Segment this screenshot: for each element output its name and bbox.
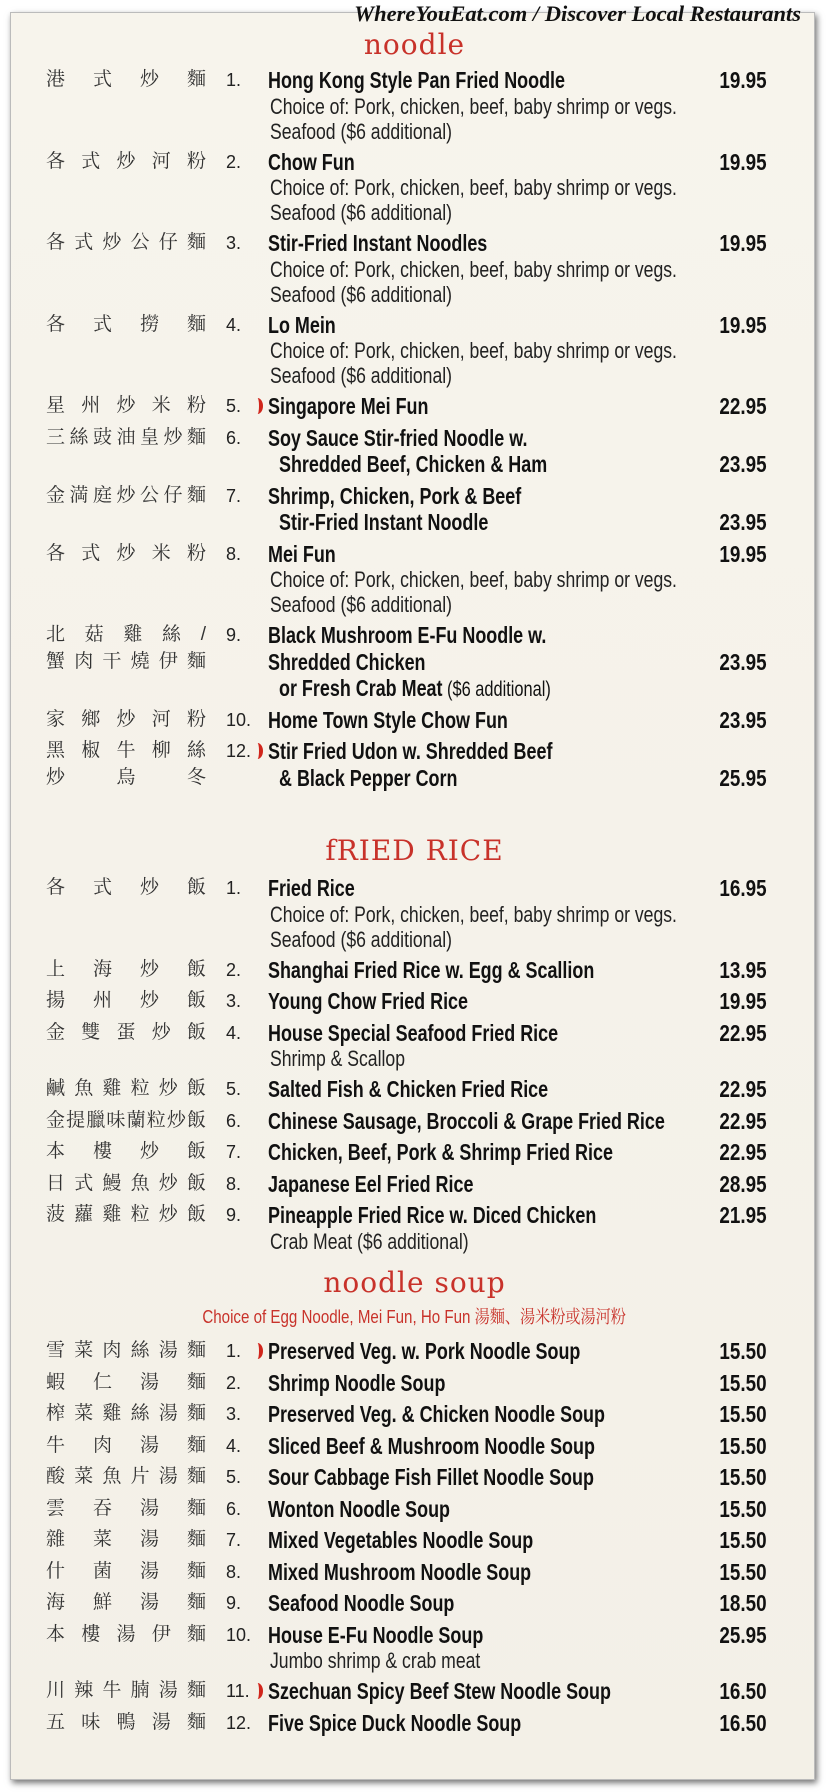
item-description xyxy=(0,1229,829,1254)
item-number: 1. xyxy=(226,878,242,898)
item-name xyxy=(268,1433,595,1460)
item-price: 16.50 xyxy=(719,1678,767,1704)
item-number: 1. xyxy=(226,70,242,90)
item-name-text: Salted Fish & Chicken Fried Rice xyxy=(268,1076,549,1102)
menu-item xyxy=(0,1197,829,1254)
item-description-text: Seafood ($6 additional) xyxy=(270,592,452,617)
item-number: 7. xyxy=(226,1142,242,1162)
menu-item xyxy=(0,870,829,952)
item-name xyxy=(268,957,594,984)
item-number: 9. xyxy=(226,1205,242,1225)
item-name xyxy=(268,1401,605,1428)
item-description xyxy=(0,363,829,388)
item-name-text: Shrimp Noodle Soup xyxy=(268,1369,446,1396)
item-name-text: Soy Sauce Stir-fried Noodle w. xyxy=(268,424,528,451)
chinese-name: 本樓湯伊麵 xyxy=(46,1623,206,1645)
menu-item-line xyxy=(0,1678,829,1705)
item-name-text: Chicken, Beef, Pork & Shrimp Fried Rice xyxy=(268,1139,613,1165)
chinese-name: 金満庭炒公仔麵 xyxy=(46,484,206,506)
menu-item-line xyxy=(0,1202,829,1229)
chinese-name: 蟹肉干燒伊麵 xyxy=(46,650,206,672)
item-name xyxy=(268,1202,596,1229)
chinese-name: 海鮮湯麵 xyxy=(46,1592,206,1613)
menu-item xyxy=(0,536,829,618)
menu-item-line xyxy=(0,988,829,1015)
item-price: 19.95 xyxy=(719,540,767,567)
item-description-text: Seafood ($6 additional) xyxy=(270,926,452,952)
chinese-name: 三絲豉油皇炒麵 xyxy=(46,426,206,448)
item-name-text: Chow Fun xyxy=(268,148,355,175)
item-name xyxy=(268,1020,558,1047)
menu-item-line xyxy=(0,1559,829,1586)
menu-item xyxy=(0,1585,829,1617)
item-description-text: Choice of: Pork, chicken, beef, baby shrimp or vegs. xyxy=(270,93,677,119)
item-description-text: Choice of: Pork, chicken, beef, baby shrimp or vegs. xyxy=(270,256,677,282)
item-description xyxy=(0,94,829,119)
menu-item-line xyxy=(0,1433,829,1460)
chinese-name: 各式炒飯 xyxy=(46,877,206,898)
item-name-text: Stir-Fried Instant Noodles xyxy=(268,230,488,256)
item-name-text: Pineapple Fried Rice w. Diced Chicken xyxy=(268,1202,597,1228)
item-price: 18.50 xyxy=(719,1590,767,1616)
item-price: 13.95 xyxy=(719,956,767,983)
item-number: 2. xyxy=(226,959,242,980)
item-name-text: Young Chow Fried Rice xyxy=(268,988,469,1014)
menu-item xyxy=(0,1554,829,1586)
item-name-text: Sour Cabbage Fish Fillet Noodle Soup xyxy=(268,1464,594,1490)
item-number: 4. xyxy=(226,1435,242,1456)
item-name-text: Shredded Chicken xyxy=(268,648,426,675)
section-title-noodle-soup: noodle soup xyxy=(323,1266,506,1299)
chinese-name: 各式炒公仔麵 xyxy=(46,232,206,253)
item-number: 6. xyxy=(226,1498,242,1519)
menu-item xyxy=(0,617,829,702)
item-name xyxy=(268,1496,450,1523)
item-name-text: Mixed Mushroom Noodle Soup xyxy=(268,1558,532,1585)
item-price: 15.50 xyxy=(719,1464,767,1490)
item-price: 19.95 xyxy=(719,988,767,1014)
item-name xyxy=(268,1370,445,1397)
item-number: 12. xyxy=(226,1712,252,1733)
menu-item xyxy=(0,1365,829,1397)
menu-item xyxy=(0,1333,829,1365)
item-name xyxy=(268,622,546,649)
chinese-name: 上海炒飯 xyxy=(46,958,206,980)
item-number: 2. xyxy=(226,1372,242,1393)
chinese-name: 港式炒麵 xyxy=(46,69,206,90)
item-name-text: Sliced Beef & Mushroom Noodle Soup xyxy=(268,1432,595,1459)
item-description-text: Seafood ($6 additional) xyxy=(270,118,452,144)
item-description xyxy=(0,902,829,927)
item-name-text: Stir Fried Udon w. Shredded Beef xyxy=(268,738,553,764)
item-price: 21.95 xyxy=(719,1202,767,1228)
item-description xyxy=(0,119,829,144)
menu-item-line xyxy=(0,1370,829,1397)
menu-item xyxy=(0,225,829,307)
chinese-name: 雲吞湯麵 xyxy=(46,1497,206,1519)
chinese-name: 金雙蛋炒飯 xyxy=(46,1021,206,1043)
item-name-text: Hong Kong Style Pan Fried Noodle xyxy=(268,67,566,93)
menu-item xyxy=(0,702,829,734)
item-name xyxy=(268,149,355,176)
menu-item-line xyxy=(0,1527,829,1554)
watermark: WhereYouEat.com / Discover Local Restaurants xyxy=(354,1,801,26)
menu-item xyxy=(0,1396,829,1428)
item-name-text: House E-Fu Noodle Soup xyxy=(268,1621,484,1648)
chinese-name: 炒烏冬 xyxy=(46,766,206,788)
item-description xyxy=(0,1046,829,1071)
menu-item xyxy=(0,307,829,389)
noodle-items xyxy=(0,62,829,791)
menu-item-line xyxy=(0,738,829,765)
menu-item xyxy=(0,1459,829,1491)
item-name-text: Singapore Mei Fun xyxy=(268,393,429,419)
item-number: 12. xyxy=(226,741,252,761)
item-price: 23.95 xyxy=(719,451,767,477)
spicy-pepper-icon xyxy=(252,1343,263,1359)
item-price: 28.95 xyxy=(719,1170,767,1197)
chinese-name: 牛肉湯麵 xyxy=(46,1434,206,1456)
chinese-name: 雪菜肉絲湯麵 xyxy=(46,1340,206,1361)
menu-item xyxy=(0,62,829,144)
spicy-pepper-icon xyxy=(252,398,263,414)
menu-item-line xyxy=(0,957,829,984)
menu-item-line xyxy=(0,649,829,676)
menu-item-line xyxy=(0,1108,829,1135)
noodle-soup-items xyxy=(0,1333,829,1736)
item-number: 4. xyxy=(226,314,242,335)
item-price: 19.95 xyxy=(719,311,767,338)
menu-item xyxy=(0,1428,829,1460)
menu-item-line xyxy=(0,1139,829,1166)
item-name-text: & Black Pepper Corn xyxy=(279,764,458,791)
menu-item-line xyxy=(0,509,829,536)
item-name xyxy=(268,67,565,94)
chinese-name: 揚州炒飯 xyxy=(46,990,206,1011)
chinese-name: 黑椒牛柳絲 xyxy=(46,740,206,761)
chinese-name: 五味鴨湯麵 xyxy=(46,1711,206,1733)
item-name xyxy=(268,1559,531,1586)
item-price: 19.95 xyxy=(719,67,767,93)
item-name-text: Lo Mein xyxy=(268,311,336,338)
item-number: 8. xyxy=(226,1561,242,1582)
chinese-name: 家鄉炒河粉 xyxy=(46,708,206,730)
item-number: 8. xyxy=(226,543,242,564)
item-description xyxy=(0,175,829,200)
item-price: 23.95 xyxy=(719,509,767,535)
item-price: 15.50 xyxy=(719,1338,767,1364)
menu-item-line xyxy=(0,1076,829,1103)
item-number: 10. xyxy=(226,1624,252,1645)
item-name xyxy=(268,483,521,510)
menu-item xyxy=(0,1617,829,1674)
chinese-name: 什菌湯麵 xyxy=(46,1560,206,1582)
item-price: 15.50 xyxy=(719,1432,767,1459)
item-name xyxy=(279,451,547,478)
item-description xyxy=(0,567,829,592)
chinese-name: 各式撈麵 xyxy=(46,313,206,335)
item-description-text: Shrimp & Scallop xyxy=(270,1046,405,1071)
menu-item-line xyxy=(0,765,829,792)
item-name xyxy=(279,509,488,536)
item-number: 6. xyxy=(226,427,242,448)
menu-item-line xyxy=(0,1622,829,1649)
item-price: 16.95 xyxy=(719,875,767,901)
menu-item-line xyxy=(0,393,829,420)
item-name xyxy=(268,1678,611,1705)
item-name xyxy=(268,738,552,765)
item-name xyxy=(268,1622,483,1649)
menu-item xyxy=(0,1491,829,1523)
item-number: 5. xyxy=(226,1467,242,1487)
menu-item xyxy=(0,144,829,226)
item-name-text: Mixed Vegetables Noodle Soup xyxy=(268,1527,534,1553)
item-name-text: Black Mushroom E-Fu Noodle w. xyxy=(268,622,547,648)
menu-item-line xyxy=(0,1590,829,1617)
menu-item xyxy=(0,1522,829,1554)
item-name-text: Japanese Eel Fried Rice xyxy=(268,1170,474,1197)
menu-item xyxy=(0,478,829,536)
item-name-text: Five Spice Duck Noodle Soup xyxy=(268,1709,522,1736)
menu-item-line xyxy=(0,622,829,649)
item-name xyxy=(268,425,528,452)
chinese-name: 榨菜雞絲湯麵 xyxy=(46,1403,206,1424)
item-name xyxy=(268,1710,521,1737)
item-name-text: Mei Fun xyxy=(268,540,336,567)
fried-rice-items xyxy=(0,870,829,1254)
item-name-text: Chinese Sausage, Broccoli & Grape Fried Rice xyxy=(268,1107,665,1134)
item-description-text: Choice of: Pork, chicken, beef, baby shrimp or vegs. xyxy=(270,901,677,927)
menu-item-line xyxy=(0,707,829,734)
item-name xyxy=(268,1338,580,1365)
item-name xyxy=(268,1139,613,1166)
item-name-text: Shanghai Fried Rice w. Egg & Scallion xyxy=(268,956,595,983)
menu-item-line xyxy=(0,541,829,568)
item-description-text: Seafood ($6 additional) xyxy=(270,200,452,225)
menu-item-line xyxy=(0,675,829,702)
item-number: 11. xyxy=(226,1681,250,1701)
menu-item-line xyxy=(0,1464,829,1491)
item-name-text: Szechuan Spicy Beef Stew Noodle Soup xyxy=(268,1678,611,1704)
item-name-text: Fried Rice xyxy=(268,875,355,901)
item-price: 16.50 xyxy=(719,1709,767,1736)
item-name xyxy=(268,988,468,1015)
item-number: 1. xyxy=(226,1341,242,1361)
item-description-text: Choice of: Pork, chicken, beef, baby shrimp or vegs. xyxy=(270,567,677,592)
menu-item-line xyxy=(0,67,829,94)
item-price: 22.95 xyxy=(719,1139,767,1165)
menu-item xyxy=(0,983,829,1015)
chinese-name: 鹹魚雞粒炒飯 xyxy=(46,1078,206,1099)
menu-item-line xyxy=(0,1496,829,1523)
menu-item xyxy=(0,1166,829,1198)
item-name xyxy=(268,649,426,676)
item-name-text: Preserved Veg. & Chicken Noodle Soup xyxy=(268,1401,605,1427)
chinese-name: 各式炒河粉 xyxy=(46,150,206,172)
chinese-name: 北菇雞絲/ xyxy=(46,624,206,645)
menu-item xyxy=(0,1071,829,1103)
item-description xyxy=(0,200,829,225)
section-title-fried-rice: fRIED RICE xyxy=(325,834,504,867)
item-number: 7. xyxy=(226,485,242,506)
item-number: 2. xyxy=(226,151,242,172)
chinese-name: 酸菜魚片湯麵 xyxy=(46,1466,206,1487)
item-number: 5. xyxy=(226,1079,242,1099)
item-description xyxy=(0,927,829,952)
item-number: 3. xyxy=(226,233,242,253)
item-number: 5. xyxy=(226,396,242,416)
menu-item xyxy=(0,1673,829,1705)
item-description xyxy=(0,338,829,363)
menu-item-line xyxy=(0,425,829,452)
menu-item xyxy=(0,952,829,984)
item-description-text: Seafood ($6 additional) xyxy=(270,281,452,307)
item-note: ($6 additional) xyxy=(442,678,551,701)
item-name-text: Shredded Beef, Chicken & Ham xyxy=(279,451,548,477)
menu-item-line xyxy=(0,451,829,478)
item-name xyxy=(268,1108,665,1135)
item-name xyxy=(279,675,551,704)
menu-item-line xyxy=(0,1171,829,1198)
menu-item-line xyxy=(0,875,829,902)
item-number: 9. xyxy=(226,625,242,645)
item-name xyxy=(268,1171,473,1198)
item-price: 15.50 xyxy=(719,1401,767,1427)
item-name-text: Preserved Veg. w. Pork Noodle Soup xyxy=(268,1338,581,1364)
menu-item-line xyxy=(0,312,829,339)
item-name-text: Home Town Style Chow Fun xyxy=(268,706,508,733)
item-price: 25.95 xyxy=(719,764,767,791)
item-description xyxy=(0,257,829,282)
chinese-name: 蝦仁湯麵 xyxy=(46,1371,206,1393)
item-price: 22.95 xyxy=(719,1076,767,1102)
item-number: 3. xyxy=(226,1404,242,1424)
item-number: 10. xyxy=(226,709,252,730)
item-description-text: Jumbo shrimp & crab meat xyxy=(270,1648,481,1673)
item-name-text: Wonton Noodle Soup xyxy=(268,1495,451,1522)
menu-item xyxy=(0,1134,829,1166)
chinese-name: 日式鰻魚炒飯 xyxy=(46,1172,206,1194)
spicy-pepper-icon xyxy=(252,743,263,759)
item-name xyxy=(268,875,355,902)
menu-item xyxy=(0,1015,829,1072)
item-price: 22.95 xyxy=(719,393,767,419)
item-price: 15.50 xyxy=(719,1369,767,1396)
item-number: 3. xyxy=(226,991,242,1011)
item-description xyxy=(0,282,829,307)
item-description-text: Crab Meat ($6 additional) xyxy=(270,1228,469,1254)
item-price: 25.95 xyxy=(719,1621,767,1648)
item-price: 22.95 xyxy=(719,1107,767,1134)
item-number: 7. xyxy=(226,1530,242,1550)
item-name xyxy=(268,707,508,734)
item-price: 19.95 xyxy=(719,230,767,256)
item-description-text: Seafood ($6 additional) xyxy=(270,363,452,388)
item-price: 15.50 xyxy=(719,1527,767,1553)
item-name-text: Stir-Fried Instant Noodle xyxy=(279,509,489,535)
chinese-name: 本樓炒飯 xyxy=(46,1141,206,1162)
item-name-text: Seafood Noodle Soup xyxy=(268,1590,455,1616)
menu-item-line xyxy=(0,1710,829,1737)
menu-item-line xyxy=(0,1401,829,1428)
noodle-soup-choice-text: Choice of Egg Noodle, Mei Fun, Ho Fun 湯麵、湯米粉或湯河粉 xyxy=(202,1307,627,1327)
item-description xyxy=(0,592,829,617)
item-number: 9. xyxy=(226,1593,242,1613)
section-subtitle-noodle-soup xyxy=(0,1306,829,1328)
menu-item-line xyxy=(0,483,829,510)
item-price: 15.50 xyxy=(719,1495,767,1522)
item-price: 22.95 xyxy=(719,1019,767,1046)
item-name xyxy=(268,1076,548,1103)
section-title-noodle: noodle xyxy=(363,28,466,61)
item-name-text: or Fresh Crab Meat xyxy=(279,675,443,701)
menu-item-line xyxy=(0,149,829,176)
menu-item xyxy=(0,733,829,791)
item-number: 8. xyxy=(226,1173,242,1194)
item-description-text: Choice of: Pork, chicken, beef, baby shrimp or vegs. xyxy=(270,175,677,200)
menu-item-line xyxy=(0,230,829,257)
item-name xyxy=(268,541,336,568)
menu-item xyxy=(0,388,829,420)
item-price: 19.95 xyxy=(719,148,767,175)
chinese-name: 菠蘿雞粒炒飯 xyxy=(46,1204,206,1225)
item-name xyxy=(268,393,428,420)
menu-item-line xyxy=(0,1338,829,1365)
item-description-text: Choice of: Pork, chicken, beef, baby shrimp or vegs. xyxy=(270,338,677,363)
item-name xyxy=(279,765,457,792)
chinese-name: 川辣牛腩湯麵 xyxy=(46,1680,206,1701)
menu-item-line xyxy=(0,1020,829,1047)
item-name xyxy=(268,312,336,339)
item-name xyxy=(268,230,487,257)
item-name-text: Shrimp, Chicken, Pork & Beef xyxy=(268,482,522,509)
chinese-name: 金提臘味蘭粒炒飯 xyxy=(46,1109,206,1131)
item-price: 23.95 xyxy=(719,706,767,733)
menu-item xyxy=(0,1705,829,1737)
item-name xyxy=(268,1590,454,1617)
chinese-name: 各式炒米粉 xyxy=(46,542,206,564)
item-price: 15.50 xyxy=(719,1558,767,1585)
item-description xyxy=(0,1648,829,1673)
chinese-name: 星州炒米粉 xyxy=(46,395,206,416)
item-number: 4. xyxy=(226,1022,242,1043)
item-name xyxy=(268,1464,594,1491)
item-number: 6. xyxy=(226,1110,242,1131)
menu-item xyxy=(0,420,829,478)
menu-item xyxy=(0,1103,829,1135)
item-name-text: House Special Seafood Fried Rice xyxy=(268,1019,559,1046)
chinese-name: 雜菜湯麵 xyxy=(46,1529,206,1550)
item-price: 23.95 xyxy=(719,648,767,675)
spicy-pepper-icon xyxy=(252,1683,263,1699)
item-name xyxy=(268,1527,533,1554)
